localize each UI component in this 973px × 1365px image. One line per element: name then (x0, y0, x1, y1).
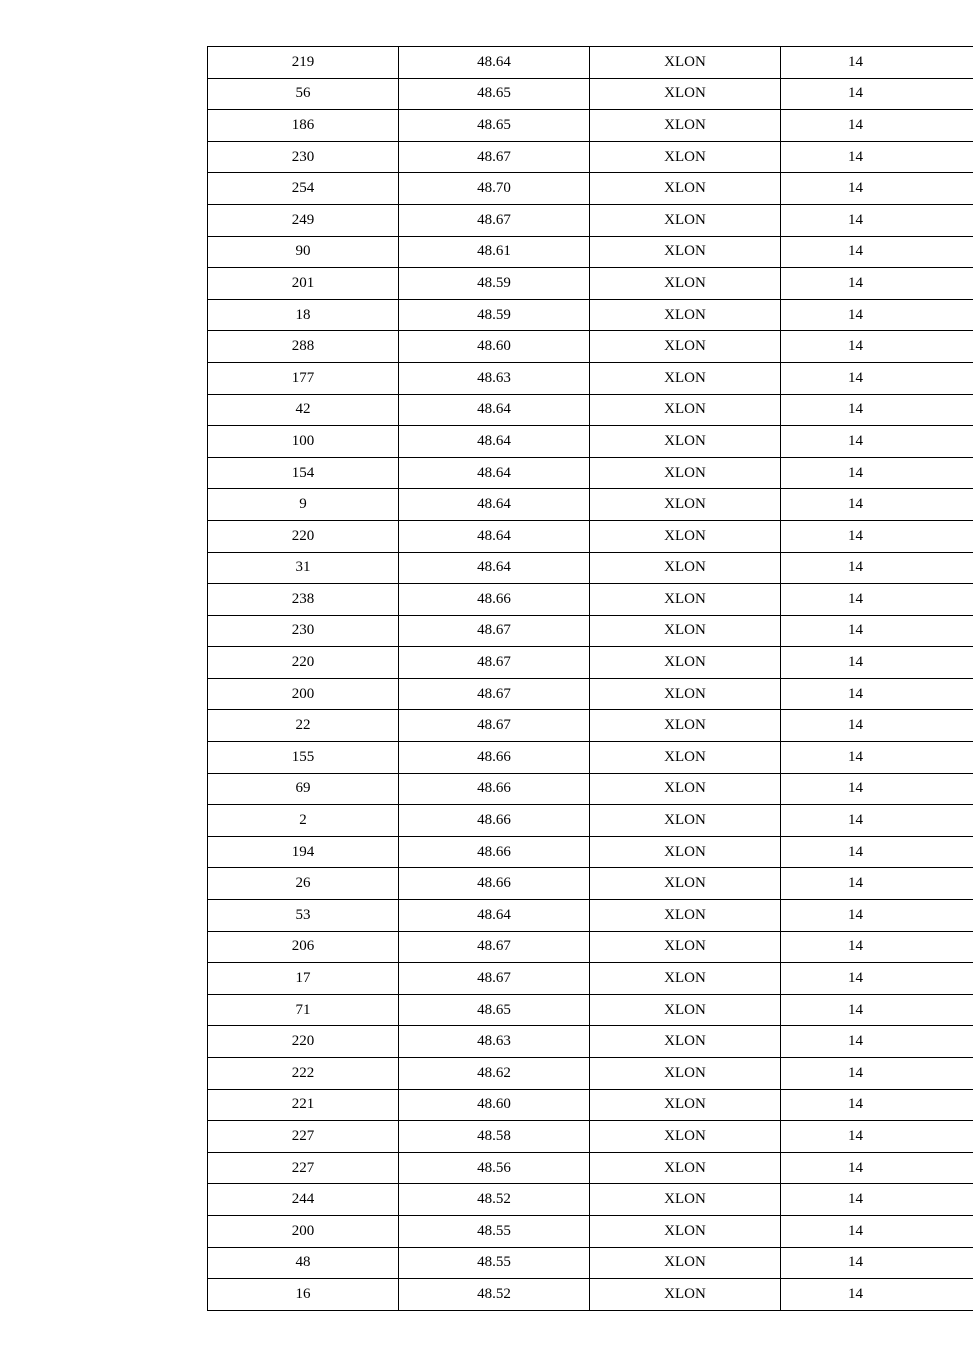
quantity-cell: 230 (208, 141, 399, 173)
time-cell: 14 (781, 742, 973, 774)
table-row (208, 805, 973, 837)
venue-cell: XLON (590, 110, 781, 142)
time-cell: 14 (781, 362, 973, 394)
quantity-cell: 220 (208, 647, 399, 679)
venue-cell: XLON (590, 805, 781, 837)
venue-cell: XLON (590, 141, 781, 173)
time-cell: 14 (781, 141, 973, 173)
price-cell: 48.67 (399, 710, 590, 742)
table-row (208, 173, 973, 205)
table-row (208, 931, 973, 963)
venue-cell: XLON (590, 78, 781, 110)
time-cell: 14 (781, 994, 973, 1026)
time-cell: 14 (781, 1121, 973, 1153)
time-cell: 14 (781, 615, 973, 647)
quantity-cell: 222 (208, 1058, 399, 1090)
venue-cell: XLON (590, 1058, 781, 1090)
venue-cell: XLON (590, 426, 781, 458)
quantity-cell: 53 (208, 900, 399, 932)
time-cell: 14 (781, 489, 973, 521)
time-cell: 14 (781, 931, 973, 963)
table-row (208, 299, 973, 331)
quantity-cell: 201 (208, 268, 399, 300)
quantity-cell: 9 (208, 489, 399, 521)
table-row (208, 141, 973, 173)
time-cell: 14 (781, 268, 973, 300)
price-cell: 48.67 (399, 615, 590, 647)
time-cell: 14 (781, 1247, 973, 1279)
quantity-cell: 42 (208, 394, 399, 426)
venue-cell: XLON (590, 900, 781, 932)
quantity-cell: 288 (208, 331, 399, 363)
venue-cell: XLON (590, 994, 781, 1026)
venue-cell: XLON (590, 1152, 781, 1184)
table-row (208, 47, 973, 79)
price-cell: 48.66 (399, 773, 590, 805)
time-cell: 14 (781, 1089, 973, 1121)
time-cell: 14 (781, 1152, 973, 1184)
quantity-cell: 100 (208, 426, 399, 458)
price-cell: 48.64 (399, 552, 590, 584)
quantity-cell: 16 (208, 1279, 399, 1311)
price-cell: 48.52 (399, 1279, 590, 1311)
table-row (208, 1279, 973, 1311)
venue-cell: XLON (590, 1121, 781, 1153)
table-row (208, 1026, 973, 1058)
price-cell: 48.64 (399, 394, 590, 426)
quantity-cell: 194 (208, 836, 399, 868)
venue-cell: XLON (590, 1026, 781, 1058)
trades-table-body (208, 47, 973, 1311)
time-cell: 14 (781, 426, 973, 458)
venue-cell: XLON (590, 236, 781, 268)
time-cell: 14 (781, 1184, 973, 1216)
quantity-cell: 154 (208, 457, 399, 489)
venue-cell: XLON (590, 362, 781, 394)
table-row (208, 110, 973, 142)
quantity-cell: 69 (208, 773, 399, 805)
price-cell: 48.66 (399, 584, 590, 616)
price-cell: 48.66 (399, 836, 590, 868)
time-cell: 14 (781, 173, 973, 205)
quantity-cell: 90 (208, 236, 399, 268)
venue-cell: XLON (590, 489, 781, 521)
price-cell: 48.61 (399, 236, 590, 268)
venue-cell: XLON (590, 457, 781, 489)
venue-cell: XLON (590, 394, 781, 426)
price-cell: 48.66 (399, 805, 590, 837)
quantity-cell: 2 (208, 805, 399, 837)
venue-cell: XLON (590, 520, 781, 552)
time-cell: 14 (781, 678, 973, 710)
price-cell: 48.59 (399, 268, 590, 300)
price-cell: 48.63 (399, 1026, 590, 1058)
quantity-cell: 155 (208, 742, 399, 774)
price-cell: 48.67 (399, 678, 590, 710)
table-row (208, 1247, 973, 1279)
price-cell: 48.65 (399, 78, 590, 110)
price-cell: 48.65 (399, 110, 590, 142)
price-cell: 48.59 (399, 299, 590, 331)
quantity-cell: 200 (208, 678, 399, 710)
table-row (208, 1184, 973, 1216)
time-cell: 14 (781, 394, 973, 426)
time-cell: 14 (781, 110, 973, 142)
table-row (208, 584, 973, 616)
price-cell: 48.64 (399, 457, 590, 489)
time-cell: 14 (781, 331, 973, 363)
table-row (208, 647, 973, 679)
time-cell: 14 (781, 1058, 973, 1090)
table-row (208, 963, 973, 995)
quantity-cell: 56 (208, 78, 399, 110)
time-cell: 14 (781, 520, 973, 552)
quantity-cell: 227 (208, 1121, 399, 1153)
table-row (208, 520, 973, 552)
time-cell: 14 (781, 1026, 973, 1058)
price-cell: 48.64 (399, 426, 590, 458)
table-row (208, 204, 973, 236)
price-cell: 48.66 (399, 868, 590, 900)
table-row (208, 994, 973, 1026)
table-row (208, 552, 973, 584)
venue-cell: XLON (590, 1247, 781, 1279)
quantity-cell: 230 (208, 615, 399, 647)
quantity-cell: 206 (208, 931, 399, 963)
venue-cell: XLON (590, 47, 781, 79)
venue-cell: XLON (590, 268, 781, 300)
price-cell: 48.55 (399, 1247, 590, 1279)
price-cell: 48.63 (399, 362, 590, 394)
table-row (208, 710, 973, 742)
time-cell: 14 (781, 584, 973, 616)
time-cell: 14 (781, 1279, 973, 1311)
venue-cell: XLON (590, 1215, 781, 1247)
time-cell: 14 (781, 457, 973, 489)
table-row (208, 1058, 973, 1090)
time-cell: 14 (781, 805, 973, 837)
quantity-cell: 26 (208, 868, 399, 900)
table-row (208, 236, 973, 268)
price-cell: 48.62 (399, 1058, 590, 1090)
table-row (208, 331, 973, 363)
price-cell: 48.67 (399, 931, 590, 963)
table-row (208, 457, 973, 489)
venue-cell: XLON (590, 931, 781, 963)
time-cell: 14 (781, 299, 973, 331)
venue-cell: XLON (590, 552, 781, 584)
trades-table-viewport (207, 46, 863, 1311)
table-row (208, 1121, 973, 1153)
table-row (208, 1152, 973, 1184)
price-cell: 48.64 (399, 47, 590, 79)
time-cell: 14 (781, 868, 973, 900)
price-cell: 48.64 (399, 900, 590, 932)
price-cell: 48.65 (399, 994, 590, 1026)
table-row (208, 268, 973, 300)
table-row (208, 362, 973, 394)
venue-cell: XLON (590, 1279, 781, 1311)
price-cell: 48.67 (399, 204, 590, 236)
venue-cell: XLON (590, 868, 781, 900)
time-cell: 14 (781, 552, 973, 584)
price-cell: 48.67 (399, 647, 590, 679)
time-cell: 14 (781, 900, 973, 932)
venue-cell: XLON (590, 1089, 781, 1121)
venue-cell: XLON (590, 647, 781, 679)
quantity-cell: 71 (208, 994, 399, 1026)
venue-cell: XLON (590, 963, 781, 995)
table-row (208, 426, 973, 458)
time-cell: 14 (781, 47, 973, 79)
table-row (208, 900, 973, 932)
quantity-cell: 249 (208, 204, 399, 236)
time-cell: 14 (781, 204, 973, 236)
quantity-cell: 186 (208, 110, 399, 142)
table-row (208, 868, 973, 900)
venue-cell: XLON (590, 615, 781, 647)
quantity-cell: 17 (208, 963, 399, 995)
quantity-cell: 22 (208, 710, 399, 742)
time-cell: 14 (781, 836, 973, 868)
quantity-cell: 31 (208, 552, 399, 584)
table-row (208, 836, 973, 868)
time-cell: 14 (781, 236, 973, 268)
table-row (208, 742, 973, 774)
time-cell: 14 (781, 773, 973, 805)
table-row (208, 1215, 973, 1247)
price-cell: 48.67 (399, 141, 590, 173)
quantity-cell: 200 (208, 1215, 399, 1247)
venue-cell: XLON (590, 204, 781, 236)
quantity-cell: 18 (208, 299, 399, 331)
price-cell: 48.70 (399, 173, 590, 205)
price-cell: 48.58 (399, 1121, 590, 1153)
price-cell: 48.64 (399, 520, 590, 552)
venue-cell: XLON (590, 678, 781, 710)
quantity-cell: 227 (208, 1152, 399, 1184)
venue-cell: XLON (590, 836, 781, 868)
quantity-cell: 220 (208, 1026, 399, 1058)
time-cell: 14 (781, 963, 973, 995)
venue-cell: XLON (590, 331, 781, 363)
venue-cell: XLON (590, 173, 781, 205)
table-row (208, 78, 973, 110)
quantity-cell: 220 (208, 520, 399, 552)
venue-cell: XLON (590, 773, 781, 805)
time-cell: 14 (781, 1215, 973, 1247)
time-cell: 14 (781, 78, 973, 110)
quantity-cell: 177 (208, 362, 399, 394)
trades-table (207, 46, 973, 1311)
price-cell: 48.64 (399, 489, 590, 521)
price-cell: 48.55 (399, 1215, 590, 1247)
quantity-cell: 219 (208, 47, 399, 79)
quantity-cell: 254 (208, 173, 399, 205)
table-row (208, 773, 973, 805)
price-cell: 48.52 (399, 1184, 590, 1216)
venue-cell: XLON (590, 584, 781, 616)
quantity-cell: 238 (208, 584, 399, 616)
quantity-cell: 48 (208, 1247, 399, 1279)
time-cell: 14 (781, 647, 973, 679)
table-row (208, 615, 973, 647)
price-cell: 48.67 (399, 963, 590, 995)
table-row (208, 394, 973, 426)
venue-cell: XLON (590, 742, 781, 774)
price-cell: 48.60 (399, 331, 590, 363)
quantity-cell: 244 (208, 1184, 399, 1216)
table-row (208, 489, 973, 521)
table-row (208, 1089, 973, 1121)
quantity-cell: 221 (208, 1089, 399, 1121)
price-cell: 48.60 (399, 1089, 590, 1121)
price-cell: 48.66 (399, 742, 590, 774)
venue-cell: XLON (590, 299, 781, 331)
price-cell: 48.56 (399, 1152, 590, 1184)
time-cell: 14 (781, 710, 973, 742)
venue-cell: XLON (590, 710, 781, 742)
table-row (208, 678, 973, 710)
venue-cell: XLON (590, 1184, 781, 1216)
